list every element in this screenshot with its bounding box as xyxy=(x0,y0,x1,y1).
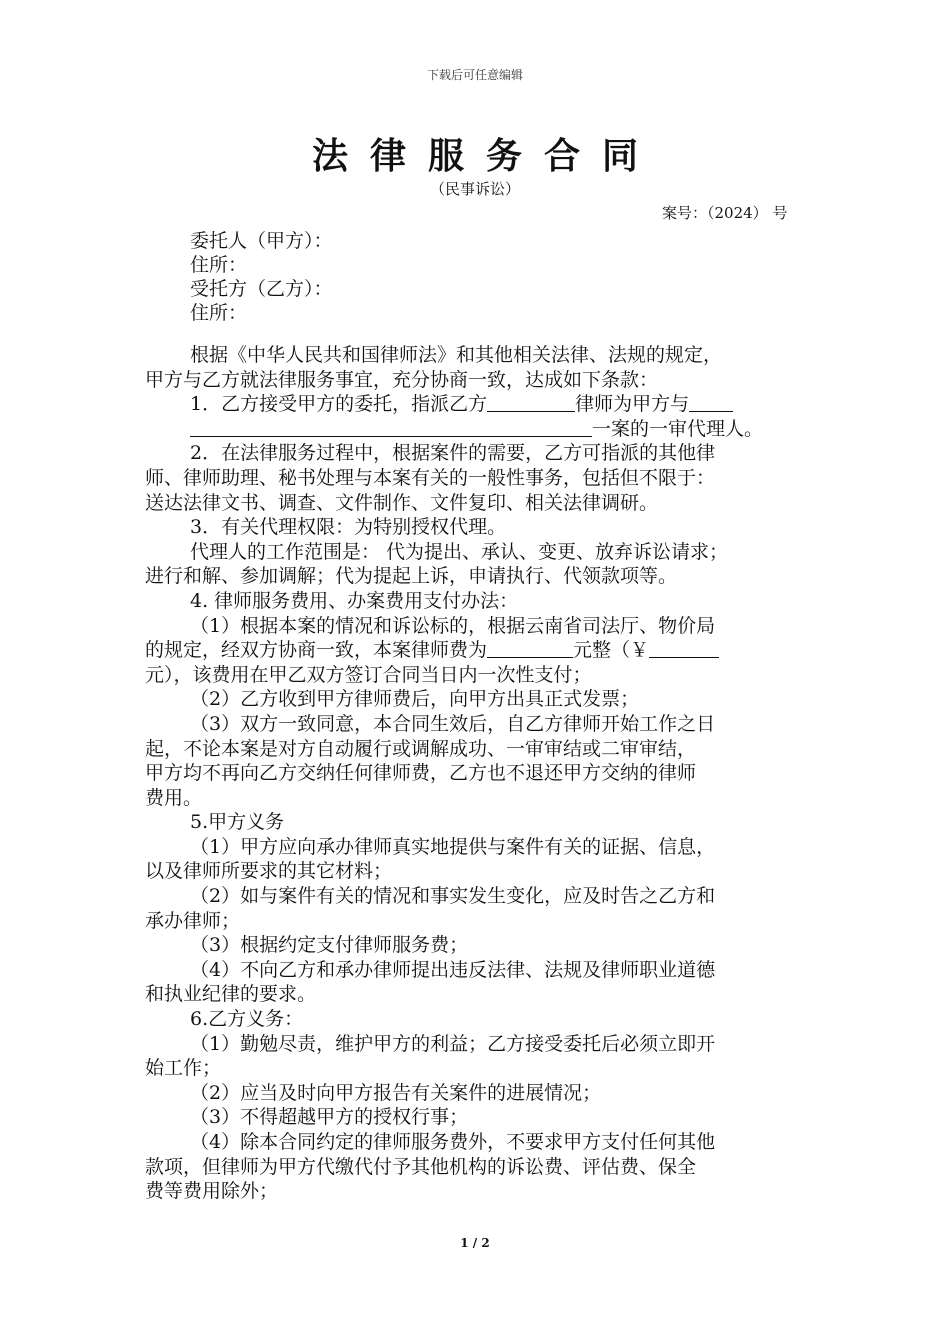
body-line: 5.甲方义务 xyxy=(190,811,285,834)
page-number: 1 / 2 xyxy=(460,1236,490,1250)
body-line: （4）除本合同约定的律师服务费外，不要求甲方支付任何其他 xyxy=(190,1131,716,1153)
body-line: 代理人的工作范围是： 代为提出、承认、变更、放弃诉讼请求； xyxy=(190,540,729,563)
clause-1-text-b: 律师为甲方与 xyxy=(575,393,690,416)
body-line: 4. 律师服务费用、办案费用支付办法： xyxy=(190,589,519,612)
body-line: （1）勤勉尽责，维护甲方的利益；乙方接受委托后必须立即开 xyxy=(190,1032,716,1055)
agent-address-label: 住所： xyxy=(190,302,248,324)
body-line: （3）双方一致同意，本合同生效后，自乙方律师开始工作之日 xyxy=(190,712,716,735)
body-line: （4）不向乙方和承办律师提出违反法律、法规及律师职业道德 xyxy=(190,958,716,981)
body-line xyxy=(145,417,805,442)
body-line: 承办律师； xyxy=(145,909,241,932)
body-line: 3．有关代理权限：为特别授权代理。 xyxy=(190,516,507,539)
body-line: （2）如与案件有关的情况和事实发生变化，应及时告之乙方和 xyxy=(190,885,716,908)
contract-subtitle: （民事诉讼） xyxy=(429,180,520,198)
fee-amount-number-blank[interactable] xyxy=(649,638,719,658)
client-address-label: 住所： xyxy=(190,254,248,276)
client-label: 委托人（甲方）： xyxy=(190,230,333,252)
fee-text-b: 元整（￥ xyxy=(573,639,650,662)
opposing-party-blank[interactable] xyxy=(689,392,733,412)
clause-1-text-a: 1．乙方接受甲方的委托，指派乙方 xyxy=(190,393,488,416)
page-header-note: 下载后可任意编辑 xyxy=(426,68,523,82)
body-line: 甲方均不再向乙方交纳任何律师费，乙方也不退还甲方交纳的律师 xyxy=(145,762,697,785)
body-line: 元），该费用在甲乙双方签订合同当日内一次性支付； xyxy=(145,663,592,686)
contract-title: 法律服务合同 xyxy=(311,135,660,177)
body-line: 师、律师助理、秘书处理与本案有关的一般性事务，包括但不限于： xyxy=(145,466,716,489)
agent-label: 受托方（乙方）： xyxy=(190,278,333,300)
body-line: 费等费用除外； xyxy=(145,1180,279,1203)
case-number: 案号：（2024） 号 xyxy=(662,204,788,222)
case-name-blank[interactable] xyxy=(190,417,592,437)
body-line: 始工作； xyxy=(145,1057,222,1080)
body-line: 2．在法律服务过程中，根据案件的需要，乙方可指派的其他律 xyxy=(190,442,716,465)
body-line: （1）甲方应向承办律师真实地提供与案件有关的证据、信息， xyxy=(190,835,716,858)
body-line: 根据《中华人民共和国律师法》和其他相关法律、法规的规定， xyxy=(190,344,723,366)
body-line: 送达法律文书、调查、文件制作、文件复印、相关法律调研。 xyxy=(145,491,659,514)
body-line: （2）应当及时向甲方报告有关案件的进展情况； xyxy=(190,1081,602,1104)
body-line: 和执业纪律的要求。 xyxy=(145,983,317,1006)
body-line: 甲方与乙方就法律服务事宜，充分协商一致，达成如下条款： xyxy=(145,368,659,391)
body-line xyxy=(145,392,805,417)
body-line: 进行和解、参加调解；代为提起上诉，申请执行、代领款项等。 xyxy=(145,565,678,588)
body-line: （2）乙方收到甲方律师费后，向甲方出具正式发票； xyxy=(190,688,640,711)
clause-1-text-c: 一案的一审代理人。 xyxy=(592,417,764,440)
body-line: 费用。 xyxy=(145,786,203,809)
contract-body xyxy=(145,343,805,1204)
lawyer-name-blank[interactable] xyxy=(487,392,575,412)
body-line: （3）不得超越甲方的授权行事； xyxy=(190,1106,469,1129)
body-line: （1）根据本案的情况和诉讼标的，根据云南省司法厅、物价局 xyxy=(190,614,716,637)
body-line: （3）根据约定支付律师服务费； xyxy=(190,934,469,957)
fee-amount-words-blank[interactable] xyxy=(487,638,573,658)
body-line: 款项，但律师为甲方代缴代付予其他机构的诉讼费、评估费、保全 xyxy=(145,1155,697,1178)
body-line xyxy=(145,638,805,663)
fee-text-a: 的规定，经双方协商一致，本案律师费为 xyxy=(145,639,488,662)
body-line: 6.乙方义务： xyxy=(190,1008,304,1031)
body-line: 起，不论本案是对方自动履行或调解成功、一审审结或二审审结， xyxy=(145,737,697,760)
body-line: 以及律师所要求的其它材料； xyxy=(145,860,393,883)
